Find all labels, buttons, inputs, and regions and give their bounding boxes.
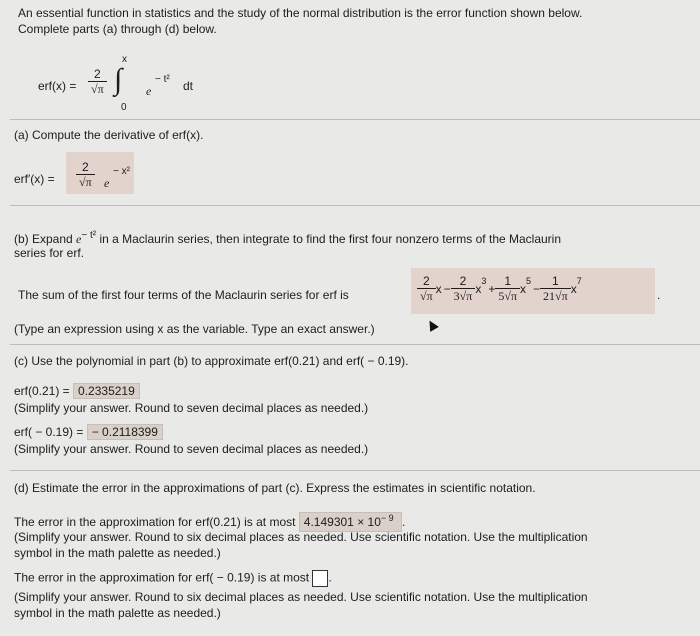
part-b-note: (Type an expression using x as the variable. Type an exact answer.) <box>14 322 375 336</box>
integral-lower-limit: 0 <box>121 102 127 113</box>
erf-lhs: erf(x) = <box>38 79 77 93</box>
derivative-coefficient: $\frac{2}{√\pi}$ <box>76 160 95 189</box>
erf-neg019-answer[interactable]: − 0.2118399 <box>87 424 163 440</box>
part-b-prompt-line-2: series for erf. <box>14 246 85 260</box>
maclaurin-term: − $\frac{1}{21√\pi}$ x $^7$ <box>533 274 582 303</box>
maclaurin-sum-label: The sum of the first four terms of the Maclaurin series for erf is <box>18 288 349 302</box>
erf-021-answer[interactable]: 0.2335219 <box>73 383 140 399</box>
derivative-lhs: erf′(x) = <box>14 172 55 186</box>
part-d-note-1b: symbol in the math palette as needed.) <box>14 546 221 560</box>
differential: dt <box>183 79 194 93</box>
divider <box>10 119 700 120</box>
error-021-label: The error in the approximation for erf(0.21) is at most <box>14 515 296 529</box>
part-c-prompt: (c) Use the polynomial in part (b) to approximate erf(0.21) and erf( − 0.19). <box>14 354 409 368</box>
part-c-line-2 <box>14 425 163 439</box>
maclaurin-period: . <box>657 288 661 302</box>
divider <box>10 344 700 345</box>
integrand-exponent: − t² <box>155 74 170 85</box>
part-d-line-2: The error in the approximation for erf( − 0.19) is at most . <box>14 570 332 587</box>
error-neg019-label: The error in the approximation for erf( − 0.19) is at most <box>14 570 310 585</box>
erf-coefficient: $\frac{2}{√\pi}$ <box>88 67 107 96</box>
part-c-line-1 <box>14 384 140 398</box>
intro-line-1: An essential function in statistics and the study of the normal distribution is the error function shown below. <box>18 6 583 20</box>
integral-upper-limit: x <box>122 54 127 65</box>
erf-neg019-label: erf( − 0.19) = <box>14 425 84 439</box>
maclaurin-term: − $\frac{2}{3√\pi}$ x $^3$ <box>443 274 487 303</box>
part-d-prompt: (d) Estimate the error in the approximations of part (c). Express the estimates in scientific notation. <box>14 481 536 495</box>
maclaurin-term: + $\frac{1}{5√\pi}$ x $^5$ <box>488 274 532 303</box>
integrand-base: e <box>146 84 152 98</box>
part-d-note-2a: (Simplify your answer. Round to six decimal places as needed. Use scientific notation. Use the multiplication <box>14 590 588 604</box>
intro-line-2: Complete parts (a) through (d) below. <box>18 22 217 36</box>
part-c-note-1: (Simplify your answer. Round to seven decimal places as needed.) <box>14 401 369 415</box>
integral-sign-icon: ∫ <box>114 63 123 96</box>
part-d-line-1: The error in the approximation for erf(0.21) is at most $4.149301 \times 10^{- 9}$ . <box>14 511 405 529</box>
error-neg019-input[interactable] <box>312 570 328 587</box>
mouse-cursor-icon <box>425 318 439 332</box>
part-d-note-1a: (Simplify your answer. Round to six decimal places as needed. Use scientific notation. Use the multiplication <box>14 530 588 544</box>
error-021-answer[interactable]: $4.149301 \times 10^{- 9}$ <box>299 512 402 532</box>
maclaurin-answer <box>411 268 655 314</box>
erf-021-label: erf(0.21) = <box>14 384 70 398</box>
part-b-prompt: (b) Expand $e^{- t^2}$ in a Maclaurin series, then integrate to find the first four nonzero terms of the Maclaurin <box>14 230 562 246</box>
part-c-note-2: (Simplify your answer. Round to seven decimal places as needed.) <box>14 442 369 456</box>
part-a-prompt: (a) Compute the derivative of erf(x). <box>14 128 204 142</box>
divider <box>10 470 700 471</box>
derivative-base: e <box>104 176 110 190</box>
maclaurin-terms <box>417 274 582 303</box>
maclaurin-term: $\frac{2}{√\pi}$ x <box>417 274 442 303</box>
divider <box>10 205 700 206</box>
derivative-exponent: − x² <box>113 166 130 177</box>
part-d-note-2b: symbol in the math palette as needed.) <box>14 606 221 620</box>
